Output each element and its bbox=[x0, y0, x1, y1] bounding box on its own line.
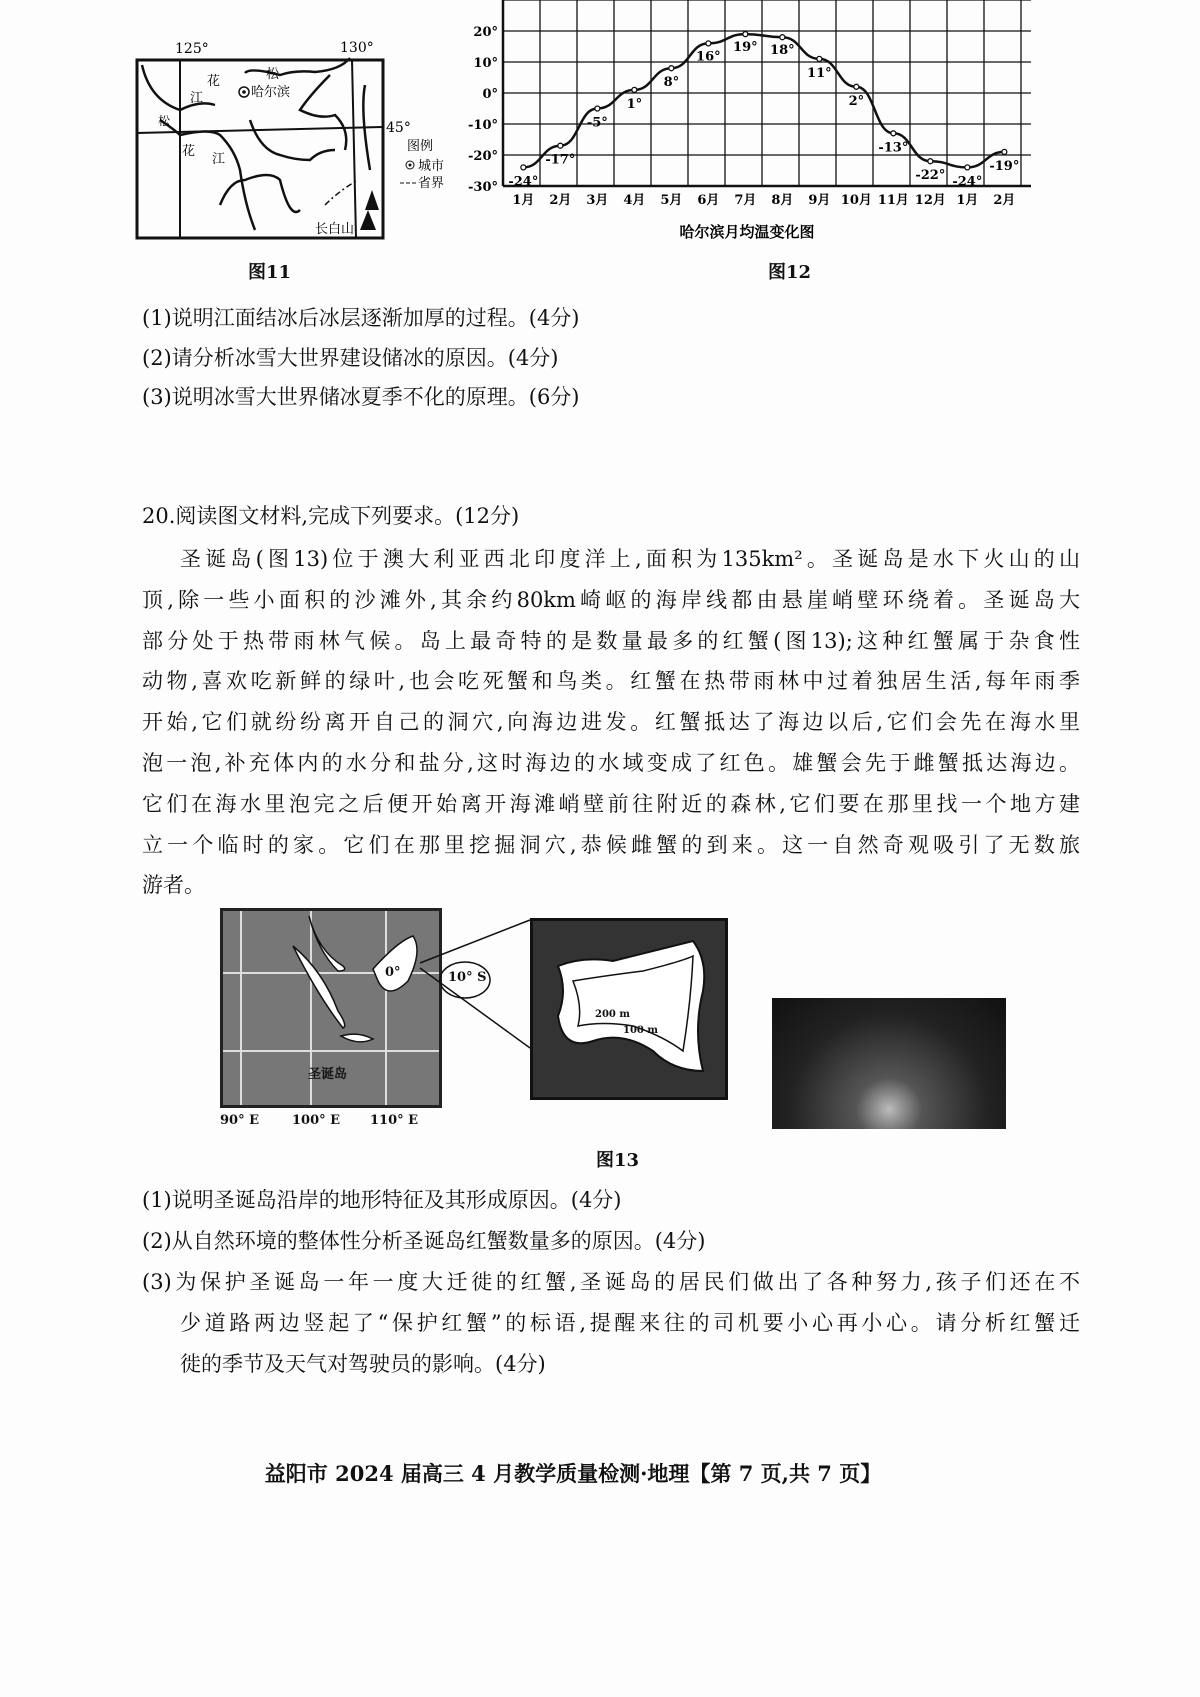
data-point bbox=[521, 165, 526, 170]
data-point bbox=[743, 32, 748, 37]
legend-border: 省界 bbox=[418, 176, 445, 191]
lon-125-label: 125° bbox=[175, 41, 209, 57]
y-tick-label: 0° bbox=[482, 87, 498, 102]
lon-110e-label: 110° E bbox=[370, 1113, 419, 1128]
river-label: 江 bbox=[212, 152, 226, 167]
data-label: 16° bbox=[696, 49, 721, 65]
q20-question-3-line: (3)为保护圣诞岛一年一度大迁徙的红蟹,圣诞岛的居民们做出了各种努力,孩子们还在不 bbox=[142, 1270, 1080, 1294]
lat-45-label: 45° bbox=[386, 120, 411, 136]
data-point bbox=[595, 106, 600, 111]
x-tick-label: 2月 bbox=[993, 193, 1016, 208]
data-label: 19° bbox=[733, 40, 758, 56]
data-point bbox=[632, 87, 637, 92]
contour-200-label: 200 m bbox=[595, 1009, 630, 1020]
x-tick-label: 2月 bbox=[549, 193, 572, 208]
river-label: 花 bbox=[182, 144, 196, 159]
data-label: -19° bbox=[989, 158, 1020, 174]
q20-question-3-line: 少道路两边竖起了“保护红蟹”的标语,提醒来往的司机要小心再小心。请分析红蟹迁 bbox=[180, 1311, 1080, 1335]
paragraph-line: 部分处于热带雨林气候。岛上最奇特的是数量最多的红蟹(图13);这种红蟹属于杂食性 bbox=[142, 628, 1080, 653]
christmas-island-label: 圣诞岛 bbox=[308, 1067, 348, 1082]
q20-heading: 20.阅读图文材料,完成下列要求。(12分) bbox=[142, 504, 520, 528]
river-label: 松 bbox=[158, 114, 171, 128]
paragraph-line: 顶,除一些小面积的沙滩外,其余约80km崎岖的海岸线都由悬崖峭壁环绕着。圣诞岛大 bbox=[142, 587, 1080, 612]
data-point bbox=[558, 143, 563, 148]
data-label: 18° bbox=[770, 43, 795, 59]
x-tick-label: 1月 bbox=[512, 193, 535, 208]
q19-question-2: (2)请分析冰雪大世界建设储冰的原因。(4分) bbox=[142, 346, 559, 370]
data-label: -17° bbox=[545, 152, 576, 168]
q20-question-1: (1)说明圣诞岛沿岸的地形特征及其形成原因。(4分) bbox=[142, 1188, 622, 1212]
data-point bbox=[891, 131, 896, 136]
data-point bbox=[928, 159, 933, 164]
x-tick-label: 1月 bbox=[956, 193, 979, 208]
figure-13-island-map bbox=[530, 918, 728, 1100]
figure-11-map bbox=[120, 30, 460, 250]
lon-90e-label: 90° E bbox=[220, 1113, 260, 1128]
q20-question-2: (2)从自然环境的整体性分析圣诞岛红蟹数量多的原因。(4分) bbox=[142, 1229, 706, 1253]
y-tick-label: -20° bbox=[468, 149, 498, 164]
lat-10s-label: 10° S bbox=[448, 970, 487, 985]
paragraph-line: 游者。 bbox=[142, 873, 205, 898]
paragraph-line: 泡一泡,补充体内的水分和盐分,这时海边的水域变成了红色。雄蟹会先于雌蟹抵达海边。 bbox=[142, 751, 1080, 775]
data-point bbox=[854, 84, 859, 89]
paragraph-line: 动物,喜欢吃新鲜的绿叶,也会吃死蟹和鸟类。红蟹在热带雨林中过着独居生活,每年雨季 bbox=[142, 669, 1080, 694]
data-label: -22° bbox=[915, 168, 946, 184]
x-tick-label: 8月 bbox=[771, 193, 794, 208]
city-label-harbin: 哈尔滨 bbox=[251, 85, 291, 100]
data-label: -5° bbox=[586, 115, 608, 131]
figure-12-chart bbox=[430, 0, 1070, 245]
x-tick-label: 6月 bbox=[697, 193, 720, 208]
page-footer: 益阳市 2024 届高三 4 月教学质量检测·地理【第 7 页,共 7 页】 bbox=[264, 1461, 882, 1486]
data-point bbox=[965, 165, 970, 170]
paragraph-line: 它们在海水里泡完之后便开始离开海滩峭壁前往附近的森林,它们要在那里找一个地方建 bbox=[142, 791, 1080, 816]
x-tick-label: 7月 bbox=[734, 193, 757, 208]
data-point bbox=[706, 41, 711, 46]
q19-question-3: (3)说明冰雪大世界储冰夏季不化的原理。(6分) bbox=[142, 385, 580, 409]
river-label: 松 bbox=[266, 67, 280, 82]
data-label: 1° bbox=[626, 96, 643, 112]
q19-question-1: (1)说明江面结冰后冰层逐渐加厚的过程。(4分) bbox=[142, 306, 580, 330]
data-label: 2° bbox=[848, 93, 865, 109]
y-tick-label: -10° bbox=[468, 118, 498, 133]
paragraph-line: 圣诞岛(图13)位于澳大利亚西北印度洋上,面积为135km²。圣诞岛是水下火山的山 bbox=[180, 547, 1080, 571]
figure-13-caption: 图13 bbox=[596, 1150, 640, 1171]
lon-100e-label: 100° E bbox=[292, 1113, 341, 1128]
chart-title: 哈尔滨月均温变化图 bbox=[679, 223, 815, 241]
lat-0-label: 0° bbox=[385, 965, 401, 980]
x-tick-label: 3月 bbox=[586, 193, 609, 208]
data-label: 8° bbox=[663, 75, 680, 91]
x-tick-label: 10月 bbox=[840, 193, 872, 208]
river-label: 花 bbox=[207, 74, 221, 89]
mountain-label: 长白山 bbox=[315, 222, 355, 237]
legend-city: 城市 bbox=[418, 159, 445, 174]
red-crab-photo bbox=[772, 998, 1006, 1129]
data-label: 11° bbox=[807, 65, 832, 81]
lon-130-label: 130° bbox=[340, 40, 374, 56]
legend-title: 图例 bbox=[407, 139, 434, 154]
x-tick-label: 12月 bbox=[914, 193, 946, 208]
data-point bbox=[817, 56, 822, 61]
data-point bbox=[780, 35, 785, 40]
y-tick-label: 10° bbox=[473, 56, 498, 71]
river-label: 江 bbox=[190, 91, 204, 106]
paragraph-line: 开始,它们就纷纷离开自己的洞穴,向海边进发。红蟹抵达了海边以后,它们会先在海水里 bbox=[142, 710, 1080, 735]
figure-11-caption: 图11 bbox=[248, 262, 292, 283]
data-point bbox=[669, 66, 674, 71]
contour-100-label: 100 m bbox=[623, 1025, 658, 1036]
data-point bbox=[1002, 149, 1007, 154]
data-label: -13° bbox=[878, 140, 909, 156]
q20-question-3-line: 徙的季节及天气对驾驶员的影响。(4分) bbox=[180, 1352, 546, 1376]
data-label: -24° bbox=[508, 174, 539, 190]
temperature-curve bbox=[523, 34, 1004, 167]
x-tick-label: 11月 bbox=[877, 193, 909, 208]
x-tick-label: 4月 bbox=[623, 193, 646, 208]
figure-12-caption: 图12 bbox=[768, 262, 812, 283]
x-tick-label: 5月 bbox=[660, 193, 683, 208]
y-tick-label: 20° bbox=[473, 25, 498, 40]
x-tick-label: 9月 bbox=[808, 193, 831, 208]
data-label: -24° bbox=[952, 174, 983, 190]
zoom-lines bbox=[300, 918, 540, 1058]
paragraph-line: 立一个临时的家。它们在那里挖掘洞穴,恭候雌蟹的到来。这一自然奇观吸引了无数旅 bbox=[142, 832, 1080, 857]
y-tick-label: -30° bbox=[468, 180, 498, 195]
